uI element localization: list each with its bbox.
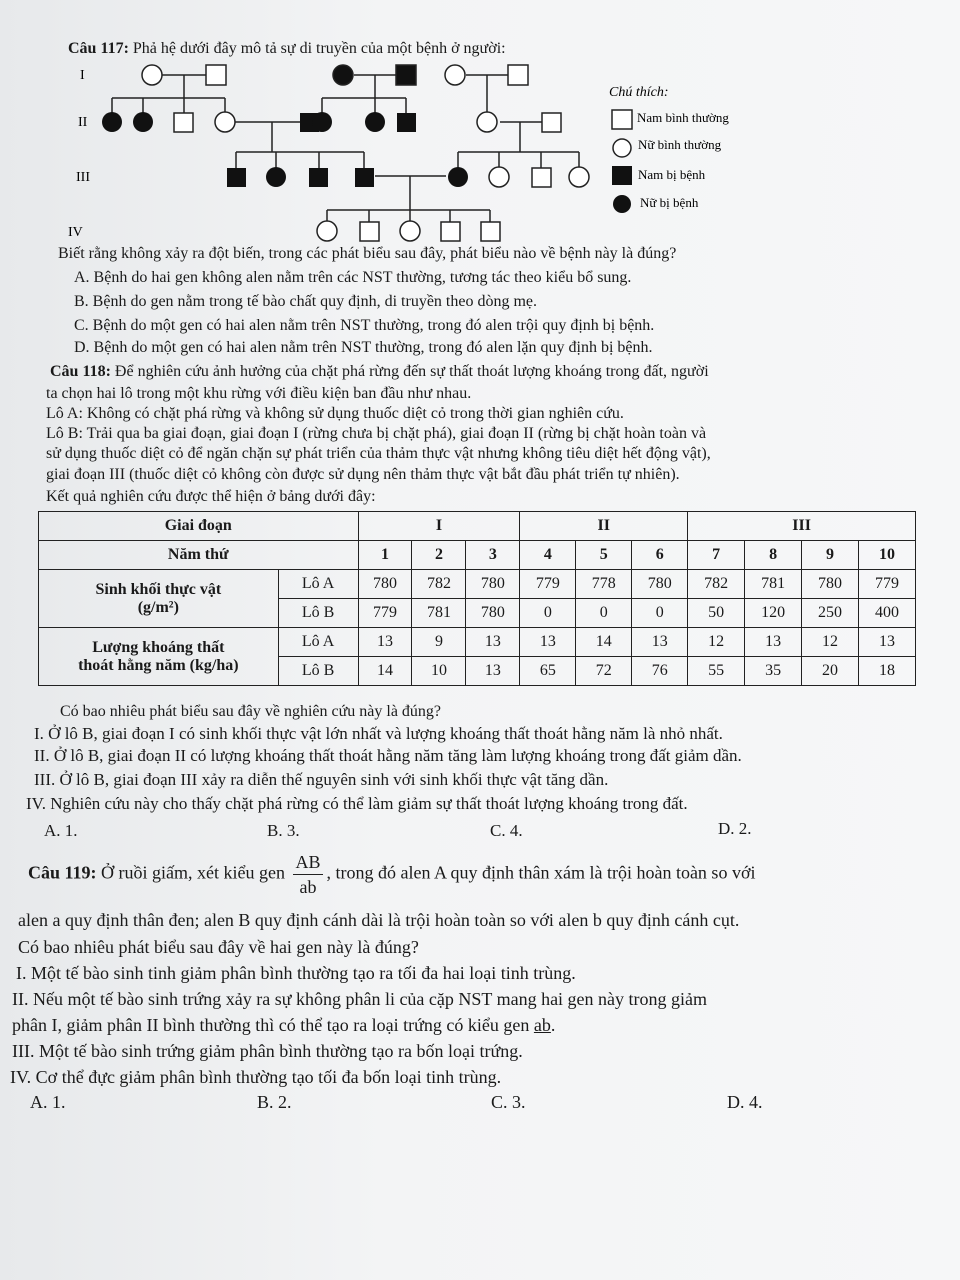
q119-answer-a[interactable]: A. 1. [30, 1092, 66, 1112]
table-cell: 12 [688, 628, 745, 657]
q117-title: Phả hệ dưới đây mô tả sự di truyền của một bệnh ở người: [132, 40, 506, 57]
q119-line-1: Câu 119: Ở ruồi giấm, xét kiểu gen $\frac{AB}{ab}$ , trong đó alen A quy định thân xám là trội hoàn toàn so với [28, 852, 756, 897]
pedigree-chart [0, 60, 960, 250]
mineral-label: Lượng khoáng thất thoát hằng năm (kg/ha) [39, 628, 279, 686]
q118-statement-2: II. Ở lô B, giai đoạn II có lượng khoáng thất thoát hằng năm tăng làm lượng khoáng trong đất giảm dần. [34, 746, 742, 765]
year-cell: 10 [858, 541, 915, 570]
q118-statement-4: IV. Nghiên cứu này cho thấy chặt phá rừng có thể làm giảm sự thất thoát lượng khoáng trong đất. [26, 794, 688, 813]
q118-statement-1: I. Ở lô B, giai đoạn I có sinh khối thực vật lớn nhất và lượng khoáng thất thoát hằng năm là nhỏ nhất. [34, 724, 723, 743]
gen-label-1: I [80, 68, 85, 83]
q119-label: Câu 119: [28, 862, 97, 883]
biomass-label: Sinh khối thực vật (g/m²) [39, 570, 279, 628]
table-cell: 779 [520, 570, 576, 599]
pedigree-female-normal [215, 112, 235, 132]
legend-item-3: Nam bị bệnh [638, 167, 706, 182]
table-cell: 13 [466, 657, 520, 686]
q118-intro-5: sử dụng thuốc diệt cỏ để ngăn chặn sự phát triển của thảm thực vật nhưng không tiêu diệt hết động vật), [46, 445, 711, 462]
q118-answer-d[interactable]: D. 2. [718, 819, 752, 838]
q118-answer-b[interactable]: B. 3. [267, 821, 300, 840]
q118-intro-7: Kết quả nghiên cứu được thể hiện ở bảng dưới đây: [46, 488, 376, 505]
pedigree-female-normal [569, 167, 589, 187]
q119-statement-4: IV. Cơ thể đực giảm phân bình thường tạo tối đa bốn loại tinh trùng. [10, 1067, 502, 1087]
q118-stem: Có bao nhiêu phát biểu sau đây về nghiên cứu này là đúng? [60, 703, 442, 720]
q119-statement-1: I. Một tế bào sinh tinh giảm phân bình thường tạo ra tối đa hai loại tinh trùng. [16, 963, 576, 983]
q117-option-b: B. Bệnh do gen nằm trong tế bào chất quy định, di truyền theo dòng mẹ. [74, 293, 538, 310]
table-cell: 14 [576, 628, 632, 657]
q119-statement-2b: phân I, giảm phân II bình thường thì có thể tạo ra loại trứng có kiểu gen ab. [12, 1015, 556, 1035]
table-cell: 778 [576, 570, 632, 599]
table-row-years [39, 541, 916, 570]
stage-i: I [358, 512, 520, 541]
plot-b-label: Lô B [278, 657, 358, 686]
pedigree-female-normal [489, 167, 509, 187]
plot-a-label: Lô A [278, 570, 358, 599]
year-cell: 6 [632, 541, 688, 570]
year-cell: 5 [576, 541, 632, 570]
table-cell: 35 [745, 657, 802, 686]
table-cell: 76 [632, 657, 688, 686]
q117-option-d: D. Bệnh do một gen có hai alen nằm trên NST thường, trong đó alen lặn quy định bị bệnh. [74, 339, 653, 356]
table-cell: 0 [632, 599, 688, 628]
q119-answer-d[interactable]: D. 4. [727, 1092, 763, 1112]
q118-answer-a[interactable]: A. 1. [44, 821, 78, 840]
pedigree-male-normal [481, 222, 500, 241]
table-cell: 18 [858, 657, 915, 686]
gen-label-3: III [76, 170, 90, 185]
table-cell: 65 [520, 657, 576, 686]
table-cell: 781 [412, 599, 466, 628]
table-cell: 250 [802, 599, 859, 628]
plot-a-label: Lô A [278, 628, 358, 657]
table-cell: 780 [358, 570, 412, 599]
q119-stem: Có bao nhiêu phát biểu sau đây về hai gen này là đúng? [18, 937, 419, 957]
legend-female-normal-icon [613, 139, 631, 157]
table-cell: 0 [576, 599, 632, 628]
table-cell: 13 [632, 628, 688, 657]
q118-statement-3: III. Ở lô B, giai đoạn III xảy ra diễn thế nguyên sinh với sinh khối thực vật tăng dần. [34, 770, 609, 789]
year-cell: 2 [412, 541, 466, 570]
year-header: Năm thứ [39, 541, 359, 570]
q117-option-c: C. Bệnh do một gen có hai alen nằm trên NST thường, trong đó alen trội quy định bị bệnh. [74, 317, 655, 334]
pedigree-male-affected [227, 168, 246, 187]
table-cell: 780 [802, 570, 859, 599]
table-cell: 781 [745, 570, 802, 599]
table-cell: 780 [466, 599, 520, 628]
stage-iii: III [688, 512, 916, 541]
pedigree-male-normal [532, 168, 551, 187]
q117-stem: Biết rằng không xảy ra đột biến, trong các phát biểu sau đây, phát biểu nào về bệnh này là đúng? [58, 245, 677, 262]
pedigree-male-affected [309, 168, 328, 187]
legend-item-2: Nữ bình thường [638, 137, 722, 152]
pedigree-male-normal [508, 65, 528, 85]
legend-item-4: Nữ bị bệnh [640, 195, 699, 210]
results-table [38, 511, 916, 686]
pedigree-male-affected [355, 168, 374, 187]
stage-ii: II [520, 512, 688, 541]
table-cell: 13 [858, 628, 915, 657]
table-cell: 0 [520, 599, 576, 628]
q118-intro-6: giai đoạn III (thuốc diệt cỏ không còn được sử dụng nên thảm thực vật bắt đầu phát triển tự nhiên). [46, 466, 680, 483]
table-cell: 50 [688, 599, 745, 628]
q118-label: Câu 118: [50, 363, 111, 380]
table-cell: 779 [858, 570, 915, 599]
table-cell: 55 [688, 657, 745, 686]
year-cell: 7 [688, 541, 745, 570]
legend-male-normal-icon [612, 110, 632, 129]
pedigree-female-normal [400, 221, 420, 241]
year-cell: 1 [358, 541, 412, 570]
pedigree-female-normal [445, 65, 465, 85]
pedigree-male-normal [441, 222, 460, 241]
q117-heading [68, 40, 506, 58]
legend-item-1: Nam bình thường [637, 110, 729, 125]
pedigree-female-normal [142, 65, 162, 85]
gen-label-4: IV [68, 225, 83, 240]
pedigree-female-affected [333, 65, 353, 85]
table-row-stages [39, 512, 916, 541]
year-cell: 9 [802, 541, 859, 570]
gen-label-2: II [78, 115, 88, 130]
table-cell: 10 [412, 657, 466, 686]
pedigree-female-affected [312, 112, 332, 132]
q117-label: Câu 117: [68, 40, 129, 57]
pedigree-female-normal [317, 221, 337, 241]
pedigree-lines [112, 75, 579, 222]
pedigree-male-normal [206, 65, 226, 85]
table-cell: 13 [520, 628, 576, 657]
q119-answer-c[interactable]: C. 3. [491, 1092, 526, 1112]
table-cell: 13 [358, 628, 412, 657]
q118-intro-1: Câu 118: Để nghiên cứu ảnh hưởng của chặt phá rừng đến sự thất thoát lượng khoáng trong đất, người [50, 363, 709, 380]
legend-male-affected-icon [612, 166, 632, 185]
table-cell: 20 [802, 657, 859, 686]
pedigree-male-normal [542, 113, 561, 132]
year-cell: 4 [520, 541, 576, 570]
pedigree-male-normal [360, 222, 379, 241]
table-cell: 400 [858, 599, 915, 628]
table-cell: 72 [576, 657, 632, 686]
q118-intro-2: ta chọn hai lô trong một khu rừng với điều kiện ban đầu như nhau. [46, 385, 472, 402]
table-cell: 120 [745, 599, 802, 628]
table-cell: 780 [632, 570, 688, 599]
pedigree-male-normal [174, 113, 193, 132]
pedigree-female-affected [133, 112, 153, 132]
legend-female-affected-icon [613, 195, 631, 213]
genotype-fraction: $\frac{AB}{ab}$ [295, 852, 321, 897]
legend-title: Chú thích: [609, 85, 669, 100]
pedigree-male-affected [396, 65, 416, 85]
pedigree-female-affected [448, 167, 468, 187]
q118-intro-4: Lô B: Trải qua ba giai đoạn, giai đoạn I (rừng chưa bị chặt phá), giai đoạn II (rừng bị chặt hoàn toàn và [46, 425, 707, 442]
table-cell: 14 [358, 657, 412, 686]
table-cell: 782 [412, 570, 466, 599]
q119-line-2: alen a quy định thân đen; alen B quy định cánh dài là trội hoàn toàn so với alen b quy định cánh cụt. [18, 910, 740, 930]
q119-answer-b[interactable]: B. 2. [257, 1092, 292, 1112]
pedigree-male-affected [397, 113, 416, 132]
table-cell: 779 [358, 599, 412, 628]
table-cell: 9 [412, 628, 466, 657]
pedigree-female-normal [477, 112, 497, 132]
q118-answer-c[interactable]: C. 4. [490, 821, 523, 840]
year-cell: 8 [745, 541, 802, 570]
pedigree-female-affected [365, 112, 385, 132]
stage-header: Giai đoạn [39, 512, 359, 541]
pedigree-female-affected [266, 167, 286, 187]
table-cell: 13 [745, 628, 802, 657]
q119-statement-2a: II. Nếu một tế bào sinh trứng xảy ra sự không phân li của cặp NST mang hai gen này trong giảm [12, 989, 708, 1009]
table-row-biomass-a [39, 570, 916, 599]
q117-option-a: A. Bệnh do hai gen không alen nằm trên các NST thường, tương tác theo kiểu bổ sung. [74, 269, 632, 286]
q119-statement-3: III. Một tế bào sinh trứng giảm phân bình thường tạo ra bốn loại trứng. [12, 1041, 523, 1061]
pedigree-female-affected [102, 112, 122, 132]
year-cell: 3 [466, 541, 520, 570]
table-cell: 780 [466, 570, 520, 599]
plot-b-label: Lô B [278, 599, 358, 628]
table-cell: 13 [466, 628, 520, 657]
table-row-mineral-a [39, 628, 916, 657]
table-cell: 12 [802, 628, 859, 657]
table-cell: 782 [688, 570, 745, 599]
q118-intro-3: Lô A: Không có chặt phá rừng và không sử dụng thuốc diệt cỏ trong thời gian nghiên cứu. [46, 405, 624, 422]
